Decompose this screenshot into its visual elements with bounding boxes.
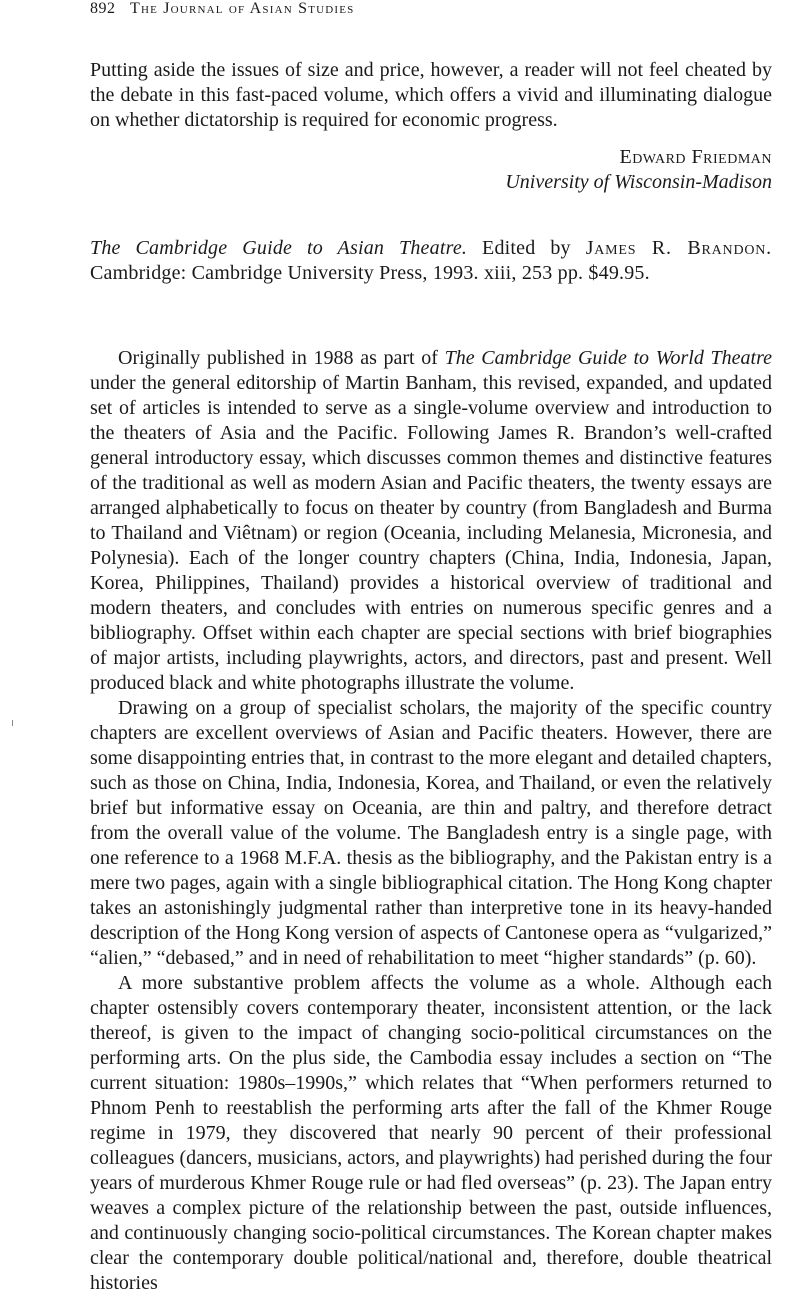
closing-paragraph: Putting aside the issues of size and price, however, a reader will not feel cheated by the debate in this fast-paced volume, which offers a vivid and illuminating dialogue on whether dictatorship is required for economic progress. bbox=[90, 59, 772, 131]
margin-mark bbox=[12, 720, 13, 726]
book-editor: James R. Brandon. bbox=[585, 237, 772, 259]
reviewer-name: Edward Friedman bbox=[619, 146, 772, 168]
book-title: The Cambridge Guide to Asian Theatre. bbox=[90, 237, 468, 259]
publication-details: Cambridge: Cambridge University Press, 1993. xiii, 253 pp. $49.95. bbox=[90, 262, 650, 284]
page-number: 892 bbox=[90, 0, 116, 17]
book-citation bbox=[90, 236, 772, 286]
journal-title: The Journal of Asian Studies bbox=[130, 0, 355, 17]
reviewer-affiliation: University of Wisconsin-Madison bbox=[505, 171, 772, 193]
body-paragraph-3: A more substantive problem affects the volume as a whole. Although each chapter ostensibly covers contemporary theater, inconsistent attention, or the lack thereof, is given to the impact of changing socio-political circumstances on the performing arts. On the plus side, the Cambodia essay includes a section on “The current situation: 1980s–1990s,” which relates that “When performers returned to Phnom Penh to reestablish the performing arts after the fall of the Khmer Rouge regime in 1979, they discovered that nearly 90 percent of their professional colleagues (dancers, musicians, actors, and playwrights) had perished during the four years of murderous Khmer Rouge rule or had fled overseas” (p. 23). The Japan entry weaves a complex picture of the relationship between the past, outside influences, and continuously changing socio-political circumstances. The Korean chapter makes clear the contemporary double political/national and, therefore, double theatrical histories bbox=[90, 972, 772, 1294]
previous-review-closing bbox=[90, 58, 772, 133]
running-header bbox=[90, 0, 355, 22]
referenced-book-title: The Cambridge Guide to World Theatre bbox=[444, 347, 773, 369]
body-paragraph-1 bbox=[90, 346, 772, 696]
body-paragraph-2: Drawing on a group of specialist scholars, the majority of the specific country chapters are excellent overviews of Asian and Pacific theaters. However, there are some disappointing entries that, in contrast to the more elegant and detailed chapters, such as those on China, India, Indonesia, Korea, and Thailand, or even the relatively brief but informative essay on Oceania, are thin and paltry, and therefore detract from the overall value of the volume. The Bangladesh entry is a single page, with one reference to a 1968 M.F.A. thesis as the bibliography, and the Pakistan entry is a mere two pages, again with a single bibliographical citation. The Hong Kong chapter takes an astonishingly judgmental rather than interpretive tone in its heavy-handed description of the Hong Kong version of aspects of Cantonese opera as “vulgarized,” “alien,” “debased,” and in need of rehabilitation to meet “higher standards” (p. 60). bbox=[90, 697, 772, 969]
paragraph-text: under the general editorship of Martin Banham, this revised, expanded, and updated set of articles is intended to serve as a single-volume overview and introduction to the theaters of Asia and the Pacific. Following James R. Brandon’s well-crafted general introductory essay, which discusses common themes and distinctive features of the traditional as well as modern Asian and Pacific theaters, the twenty essays are arranged alphabetically to focus on theater by country (from Bangladesh and Burma to Thailand and Viêtnam) or region (Oceania, including Melanesia, Micronesia, and Polynesia). Each of the longer country chapters (China, India, Indonesia, Japan, Korea, Philippines, Thailand) provides a historical overview of traditional and modern theaters, and concludes with entries on numerous specific genres and a bibliography. Offset within each chapter are special sections with brief biographies of major artists, including playwrights, actors, and directors, past and present. Well produced black and white photographs illustrate the volume. bbox=[90, 372, 772, 694]
review-body bbox=[90, 346, 772, 1296]
paragraph-text: Originally published in 1988 as part of bbox=[118, 347, 445, 369]
edited-by-label: Edited by bbox=[482, 237, 571, 259]
